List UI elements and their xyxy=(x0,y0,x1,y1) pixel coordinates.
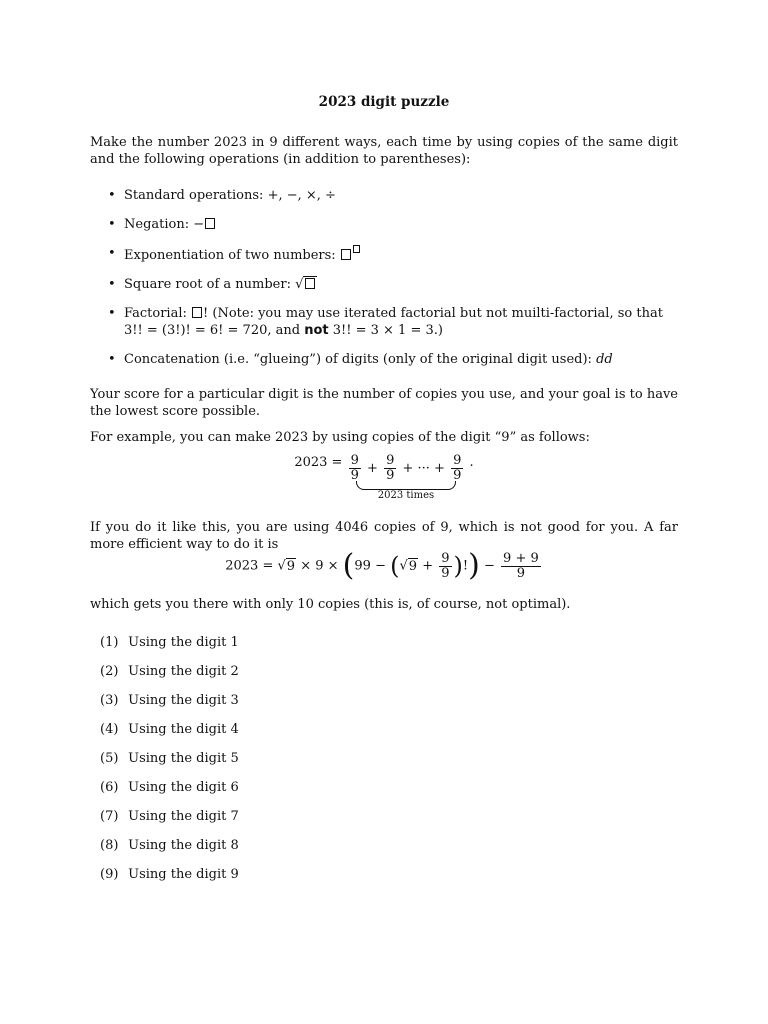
page-title: 2023 digit puzzle xyxy=(318,94,450,110)
list-item: (1) Using the digit 1 xyxy=(100,635,239,650)
left-paren: ( xyxy=(342,548,355,583)
list-item: (7) Using the digit 7 xyxy=(100,809,239,824)
placeholder-box-icon xyxy=(192,307,202,318)
conclusion-paragraph: which gets you there with only 10 copies (this is, of course, not optimal). xyxy=(90,597,571,612)
eq1-sum xyxy=(347,454,466,502)
list-item: (5) Using the digit 5 xyxy=(100,751,239,766)
bullet-standard-text: Standard operations: +, −, ×, ÷ xyxy=(124,188,336,203)
sqrt-radicand xyxy=(303,276,317,292)
intro-paragraph: Make the number 2023 in 9 different ways, each time by using copies of the same digit and the following operations (in addition to parentheses): xyxy=(90,135,678,167)
fraction: $\frac{9 + 9}{9}$ xyxy=(503,550,539,581)
equation-efficient: 2023 = √9 × 9 × (99 − (√9 + $\frac{9}{9}$ )!) − $\frac{9 + 9}{9}$ xyxy=(225,548,539,583)
bullet-sqrt xyxy=(108,276,678,293)
eq1-lhs: 2023 = xyxy=(294,455,343,470)
bullet-factorial-text: Factorial: xyxy=(124,306,192,321)
bullet-concat xyxy=(108,351,678,368)
list-item: (4) Using the digit 4 xyxy=(100,722,239,737)
list-item: (6) Using the digit 6 xyxy=(100,780,239,795)
fraction: $\frac{9}{9}$ xyxy=(386,453,395,483)
bullet-negation-text: Negation: − xyxy=(124,217,205,232)
placeholder-box-icon xyxy=(205,218,215,229)
bullet-concat-text: Concatenation (i.e. “glueing”) of digits (only of the original digit used): xyxy=(124,352,597,367)
bullet-standard xyxy=(108,187,678,204)
fraction: $\frac{9}{9}$ xyxy=(453,453,462,483)
fraction: $\frac{9}{9}$ xyxy=(350,453,359,483)
digit-list xyxy=(100,634,239,895)
underbrace-label: 2023 times xyxy=(377,490,435,501)
placeholder-box-icon xyxy=(305,278,315,289)
sqrt-icon: √ xyxy=(399,558,408,574)
bullet-exponent-text: Exponentiation of two numbers: xyxy=(124,248,340,263)
placeholder-box-icon xyxy=(341,249,351,260)
bullet-factorial-end: 3!! = 3 × 1 = 3.) xyxy=(328,323,443,338)
efficient-paragraph: If you do it like this, you are using 4046 copies of 9, which is not good for you. A far more efficient way to do it is xyxy=(90,520,678,552)
equation-sum: 2023 = $\frac{9}{9}$ + $\frac{9}{9}$ + ··· + $\frac{9}{9}$ 2023 times . xyxy=(294,453,474,501)
bullet-exponent xyxy=(108,245,678,264)
eq1-terms: $\frac{9}{9}$ + $\frac{9}{9}$ + ··· + $\frac{9}{9}$ xyxy=(350,453,462,483)
bullet-factorial-note: ! (Note: you may use iterated factorial but not muilti-factorial, so that 3!! = (3!)! = 6! = 720, and xyxy=(124,306,663,338)
sqrt-icon: √ xyxy=(295,277,304,292)
fraction: $\frac{9}{9}$ xyxy=(441,550,450,581)
score-paragraph: Your score for a particular digit is the number of copies you use, and your goal is to have the lowest score possible. xyxy=(90,387,678,419)
placeholder-box-icon xyxy=(353,245,360,253)
underbrace-icon xyxy=(356,481,456,490)
right-paren: ) xyxy=(468,548,480,583)
list-item: (9) Using the digit 9 xyxy=(100,867,239,882)
operations-list xyxy=(108,187,678,380)
bullet-sqrt-text: Square root of a number: xyxy=(124,277,296,292)
bullet-negation xyxy=(108,216,678,233)
list-item: (2) Using the digit 2 xyxy=(100,664,239,679)
bullet-factorial-not: not xyxy=(304,323,329,338)
sqrt-icon: √ xyxy=(277,558,286,574)
bullet-factorial xyxy=(108,305,678,339)
example-intro: For example, you can make 2023 by using copies of the digit “9” as follows: xyxy=(90,430,590,445)
list-item: (3) Using the digit 3 xyxy=(100,693,239,708)
list-item: (8) Using the digit 8 xyxy=(100,838,239,853)
right-paren: ) xyxy=(453,552,463,580)
bullet-concat-math: dd xyxy=(596,352,613,367)
eq2-lhs: 2023 = xyxy=(225,558,274,574)
left-paren: ( xyxy=(390,552,400,580)
